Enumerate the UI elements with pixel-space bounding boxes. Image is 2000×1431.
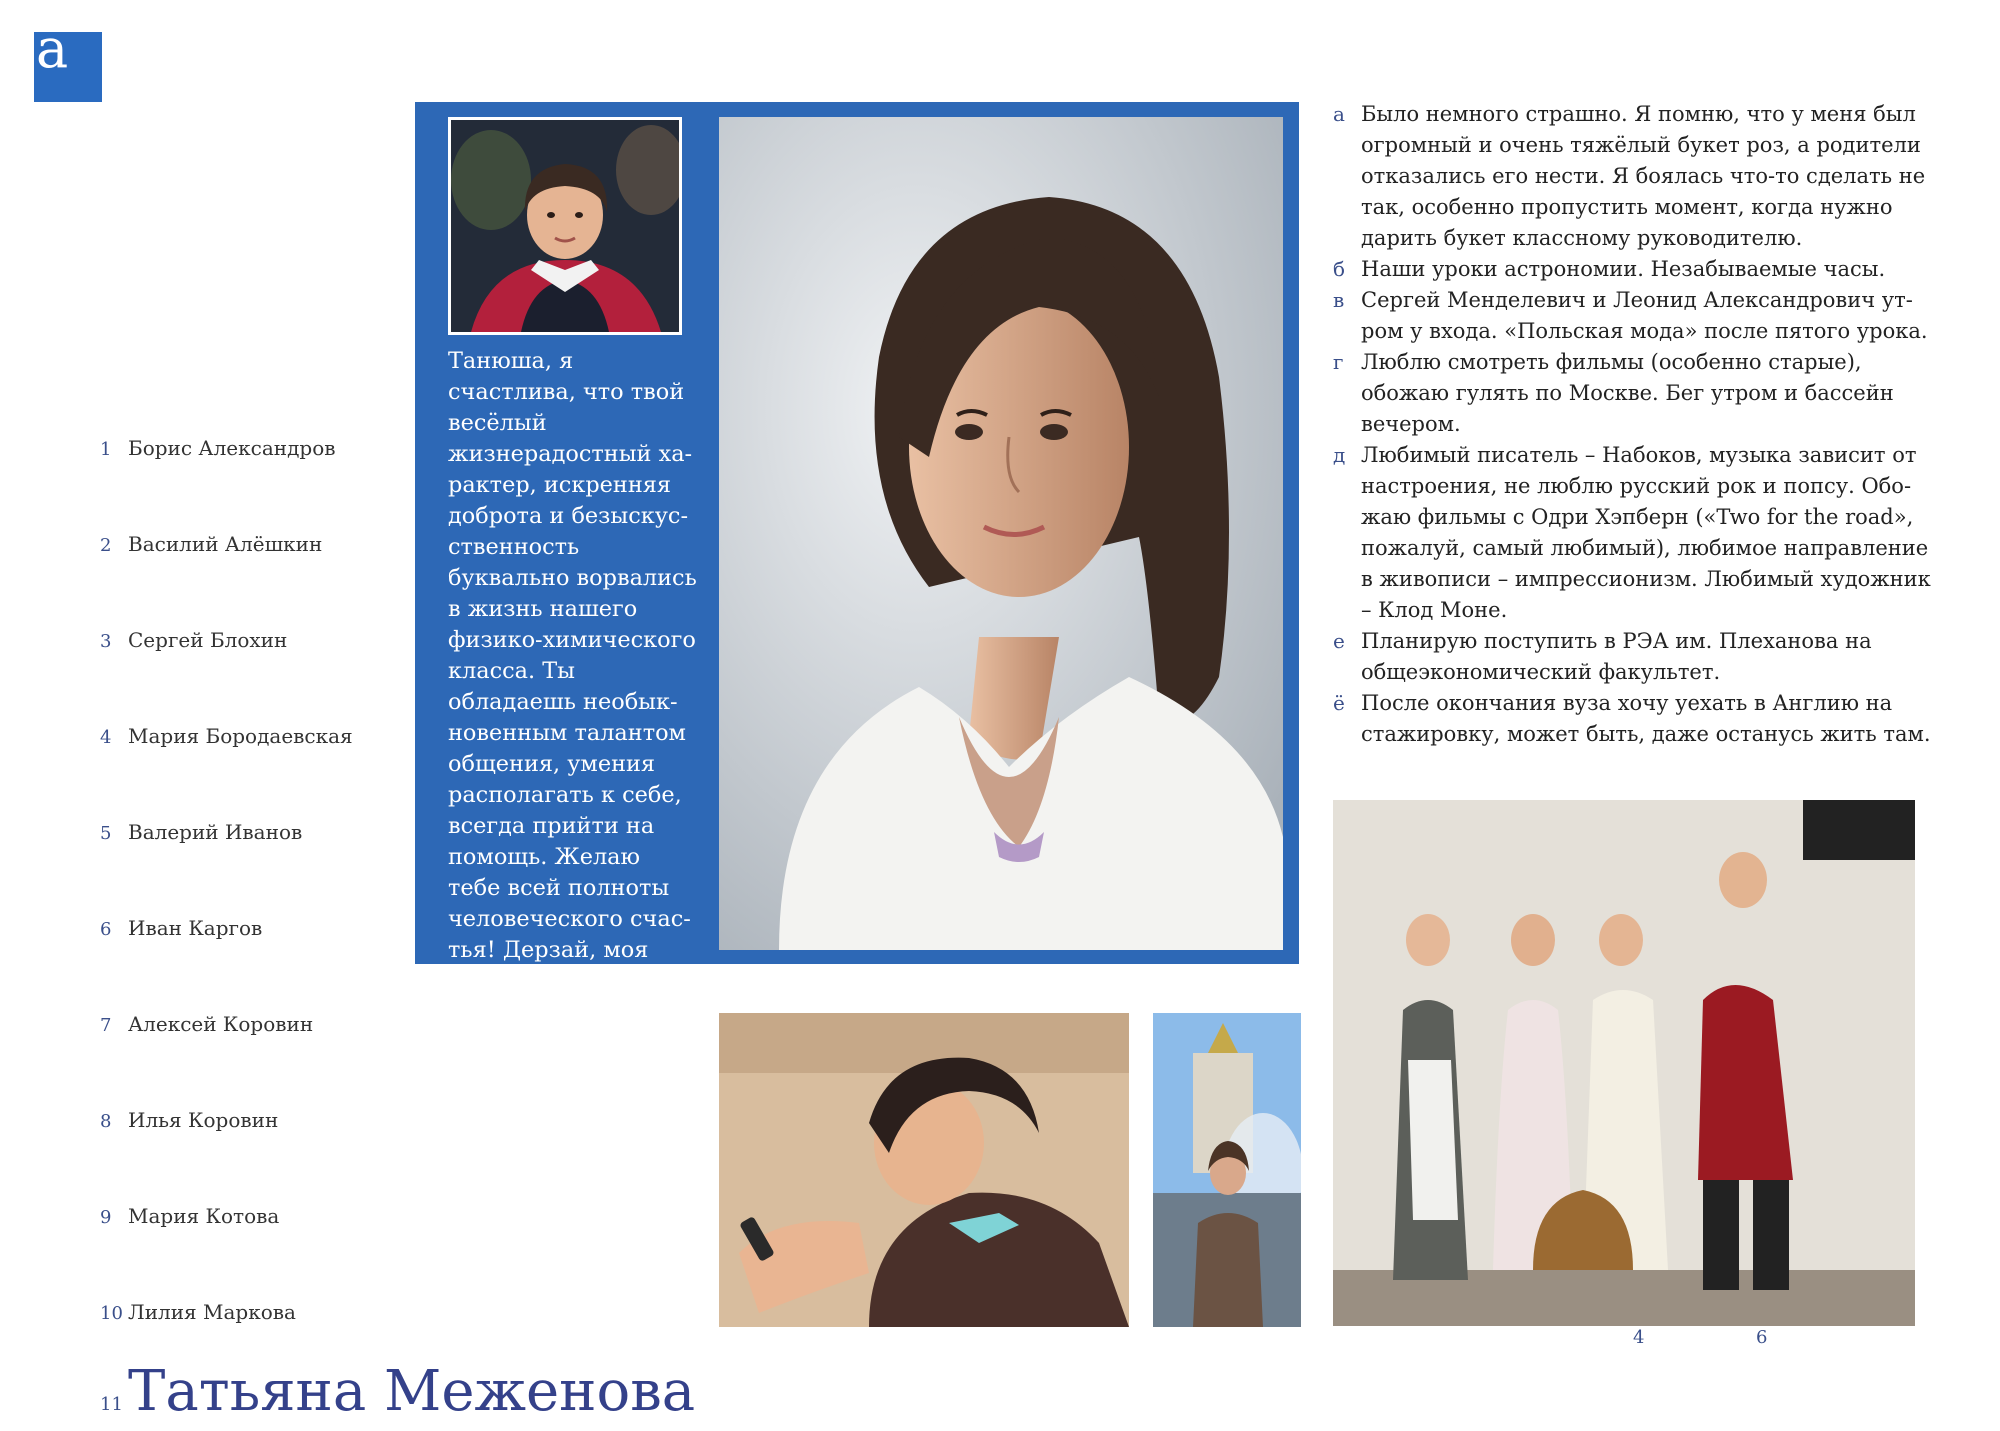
portrait-image bbox=[719, 117, 1283, 950]
questionnaire-answers bbox=[1333, 99, 1933, 750]
item-number: 8 bbox=[100, 1111, 112, 1132]
student-name: Валерий Иванов bbox=[128, 820, 303, 844]
student-name: Василий Алёшкин bbox=[128, 532, 323, 556]
answer-letter: в bbox=[1333, 288, 1345, 312]
section-letter: а bbox=[36, 17, 69, 80]
childhood-photo bbox=[448, 117, 682, 335]
current-student-title bbox=[100, 1360, 695, 1424]
answer-item bbox=[1333, 688, 1933, 750]
answer-text: Сергей Менделевич и Леонид Александрович утром у входа. «Польская мода» после пятого урока. bbox=[1361, 288, 1928, 343]
class-list-item[interactable] bbox=[100, 721, 430, 751]
answer-text: Планирую поступить в РЭА им. Плеханова на общеэкономический факультет. bbox=[1361, 629, 1872, 684]
answer-letter: ё bbox=[1333, 691, 1345, 715]
class-list-item[interactable] bbox=[100, 433, 430, 463]
student-name: Алексей Коровин bbox=[128, 1012, 314, 1036]
theatre-image bbox=[1333, 800, 1915, 1326]
section-badge bbox=[34, 17, 102, 102]
answer-text: Люблю смотреть фильмы (особенно старые), обожаю гулять по Москве. Бег утром и бассейн вечером. bbox=[1361, 350, 1894, 436]
answer-item bbox=[1333, 99, 1933, 254]
answer-item bbox=[1333, 626, 1933, 688]
answer-text: После окончания вуза хочу уехать в Англию на стажировку, может быть, даже останусь жить там. bbox=[1361, 691, 1931, 746]
item-number: 5 bbox=[100, 823, 112, 844]
item-number: 1 bbox=[100, 439, 112, 460]
answer-item bbox=[1333, 347, 1933, 440]
student-name: Мария Котова bbox=[128, 1204, 280, 1228]
student-name: Мария Бородаевская bbox=[128, 724, 353, 748]
item-number: 10 bbox=[100, 1303, 123, 1324]
photo-caption-number: 4 bbox=[1633, 1327, 1645, 1348]
photo-caption-number: 6 bbox=[1756, 1327, 1768, 1348]
answer-letter: д bbox=[1333, 443, 1346, 467]
portrait-photo bbox=[719, 117, 1283, 950]
class-list-item[interactable] bbox=[100, 1297, 430, 1327]
item-number: 4 bbox=[100, 727, 112, 748]
answer-text: Наши уроки астрономии. Незабываемые часы. bbox=[1361, 257, 1886, 281]
student-name: Сергей Блохин bbox=[128, 628, 288, 652]
girl-phone-image bbox=[719, 1013, 1129, 1327]
answer-letter: е bbox=[1333, 629, 1345, 653]
student-name-heading: Татьяна Меженова bbox=[128, 1359, 696, 1424]
photo-girl-at-fountain bbox=[1153, 1013, 1301, 1327]
teacher-dedication: Танюша, я счастлива, что твой весёлый жизнерадостный характер, искренняя доброта и безыскусственность буквально ворвались в жизнь нашего физико-химического класса. Ты обладаешь необыкновенным талантом общения, умения располагать к себе, всегда прийти на помощь. Желаю тебе всей полноты человеческого счастья! Дерзай, моя милая девочка! bbox=[448, 348, 697, 994]
answer-text: Было немного страшно. Я помню, что у меня был огромный и очень тяжёлый букет роз, а родители отказались его нести. Я боялась что-то сделать не так, особенно пропустить момент, когда нужно дарить букет классному руководителю. bbox=[1361, 102, 1926, 250]
answer-letter: б bbox=[1333, 257, 1346, 281]
class-list-item[interactable] bbox=[100, 1201, 430, 1231]
student-name: Иван Каргов bbox=[128, 916, 263, 940]
student-name: Лилия Маркова bbox=[128, 1300, 296, 1324]
class-list-item[interactable] bbox=[100, 1009, 430, 1039]
class-list-item[interactable] bbox=[100, 529, 430, 559]
child-photo-image bbox=[451, 120, 679, 332]
class-list-item[interactable] bbox=[100, 1105, 430, 1135]
answer-item bbox=[1333, 440, 1933, 626]
class-list-item[interactable] bbox=[100, 625, 430, 655]
class-list-item[interactable] bbox=[100, 817, 430, 847]
item-number: 2 bbox=[100, 535, 112, 556]
photo-girl-with-phone bbox=[719, 1013, 1129, 1327]
item-number: 6 bbox=[100, 919, 112, 940]
answer-text: Любимый писатель – Набоков, музыка зависит от настроения, не люблю русский рок и попсу. Обожаю фильмы с Одри Хэпберн («Two for the road», пожалуй, самый любимый), любимое направление в живописи – импрессионизм. Любимый художник – Клод Моне. bbox=[1361, 443, 1931, 622]
class-list-item[interactable] bbox=[100, 913, 430, 943]
item-number: 3 bbox=[100, 631, 112, 652]
item-number: 11 bbox=[100, 1394, 123, 1415]
item-number: 7 bbox=[100, 1015, 112, 1036]
answer-item bbox=[1333, 285, 1933, 347]
answer-letter: г bbox=[1333, 350, 1344, 374]
photo-school-theatre bbox=[1333, 800, 1915, 1326]
student-name: Борис Александров bbox=[128, 436, 336, 460]
item-number: 9 bbox=[100, 1207, 112, 1228]
fountain-image bbox=[1153, 1013, 1301, 1327]
answer-letter: а bbox=[1333, 102, 1345, 126]
student-name: Илья Коровин bbox=[128, 1108, 279, 1132]
answer-item bbox=[1333, 254, 1933, 285]
